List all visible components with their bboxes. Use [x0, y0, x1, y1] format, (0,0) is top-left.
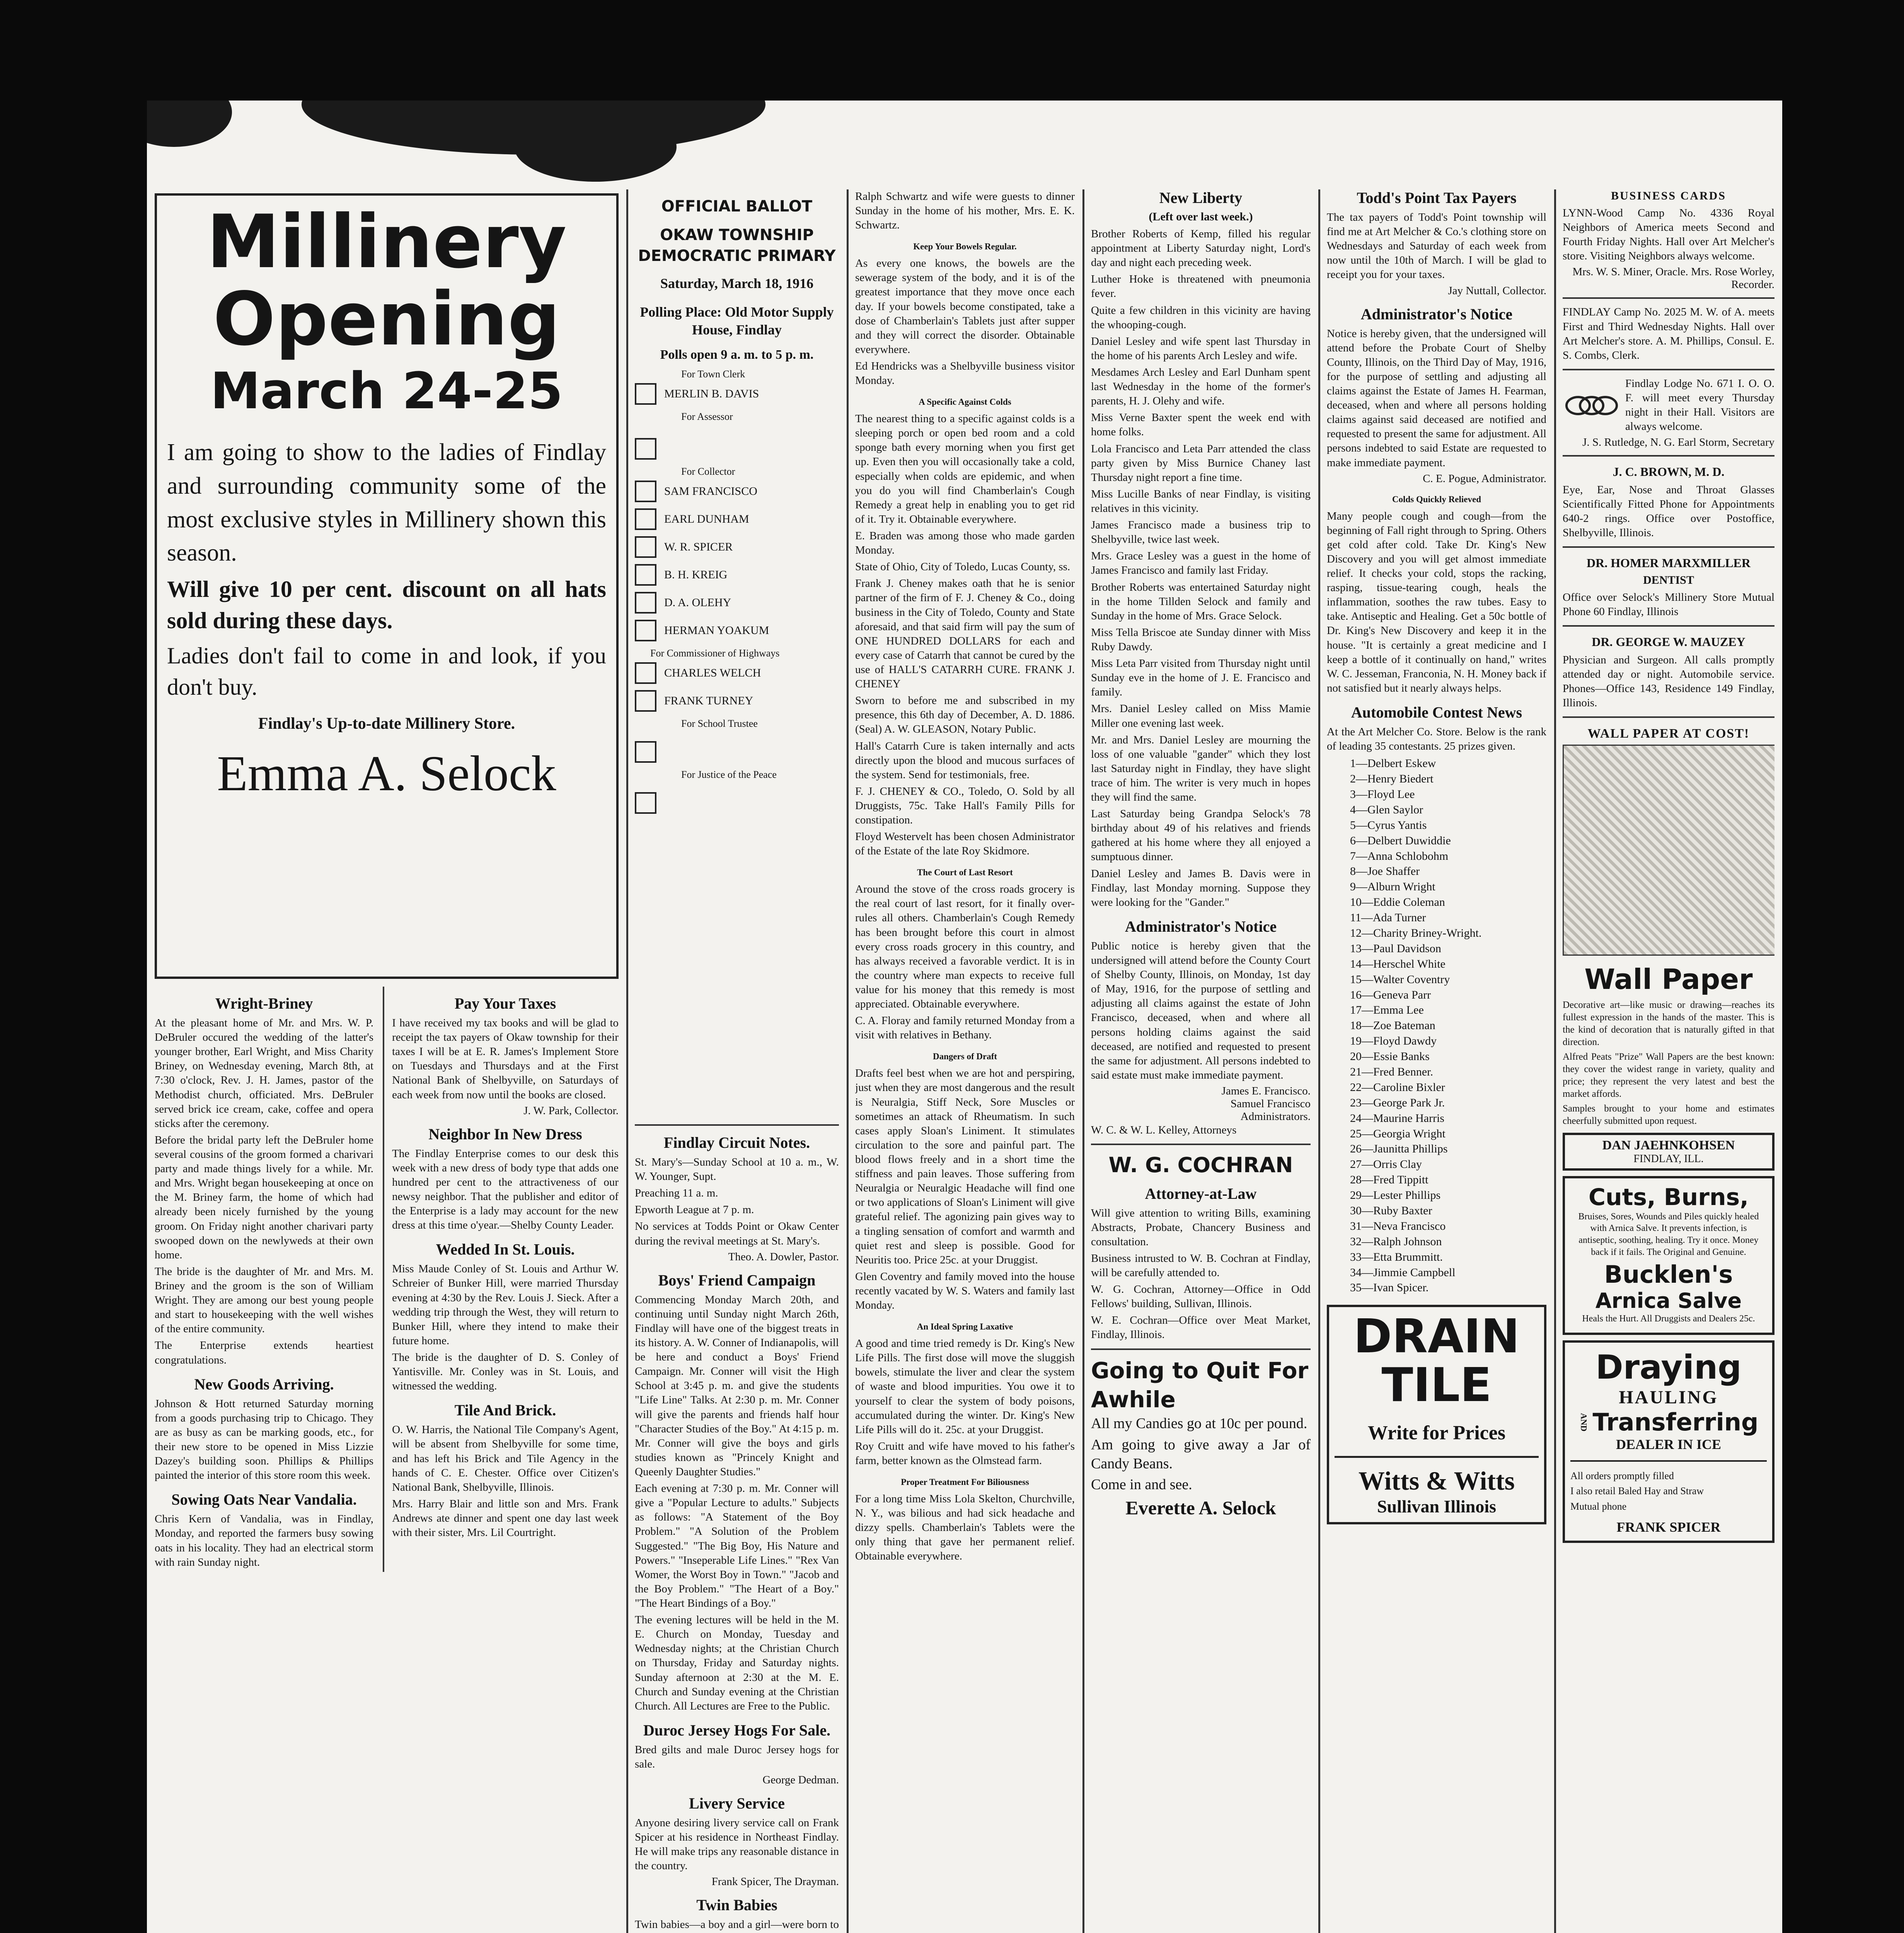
- contestant-entry: 2—Henry Biedert: [1350, 772, 1434, 786]
- ballot-checkbox[interactable]: [635, 741, 656, 763]
- transfer-row: [1570, 1408, 1767, 1436]
- contestant-entry: 14—Herschel White: [1350, 957, 1445, 970]
- drain-tile-ad: [1327, 1305, 1546, 1524]
- and-word: AND: [1579, 1413, 1589, 1432]
- write-for-prices: Write for Prices: [1367, 1422, 1506, 1444]
- column-6: [1327, 189, 1546, 1933]
- lodge-card: [1563, 377, 1774, 436]
- text-columns-1-2: [155, 987, 619, 1572]
- cruitt-item: Roy Cruitt and wife have moved to his father's farm, better known as the Olmstead farm.: [855, 1440, 1075, 1467]
- liberty-para: Mr. and Mrs. Daniel Lesley are mourning the loss of one valuable "gander" which they lost last Saturday night in Findlay, they have slight trace of him. The writer is very much in hopes they will find the same.: [1091, 733, 1311, 804]
- liberty-para: Miss Tella Briscoe ate Sunday dinner with Miss Ruby Dawdy.: [1091, 626, 1311, 653]
- column-2: [383, 987, 619, 1572]
- millinery-discount: Will give 10 per cent. discount on all hats sold during these days.: [167, 576, 606, 634]
- bowels-p: As every one knows, the bowels are the sewerage system of the body, and it is of the greatest importance that they move once each day. If your bowels become constipated, take a dose of Chamberlain's Tablets just after supper and they will correct the disorder. Obtainable everywhere.: [855, 257, 1075, 356]
- ohio-p3: Sworn to before me and subscribed in my presence, this 6th day of December, A. D. 1886. (Seal) A. W. GLEASON, Notary Public.: [855, 694, 1075, 736]
- cuts-head: Cuts, Burns,: [1588, 1183, 1749, 1211]
- wallpaper-p2: Alfred Peats "Prize" Wall Papers are the best known: they cover the widest range in variety, quality and price; they represent the very latest and best the market affords.: [1563, 1051, 1774, 1099]
- dealer-name: DAN JAEHNKOHSEN: [1602, 1138, 1735, 1152]
- office-assessor: For Assessor: [681, 411, 733, 423]
- ballot-checkbox[interactable]: [635, 481, 656, 502]
- column-rule: [847, 189, 849, 1933]
- liberty-para: Miss Lucille Banks of near Findlay, is visiting relatives in this vicinity.: [1091, 488, 1311, 515]
- taxes-head: Pay Your Taxes: [454, 995, 556, 1012]
- orders-p: All orders promptly filled: [1570, 1470, 1674, 1482]
- liberty-para: Daniel Lesley and wife spent last Thursday in the home of his parents Arch Lesley and wife.: [1091, 335, 1311, 362]
- ballot-checkbox[interactable]: [635, 536, 656, 558]
- ballot-date: Saturday, March 18, 1916: [660, 276, 814, 291]
- admin-sig2: Samuel Francisco: [1231, 1098, 1311, 1110]
- quit-head: Going to Quit For Awhile: [1091, 1357, 1309, 1413]
- draying-ad: [1563, 1340, 1774, 1543]
- duroc-head: Duroc Jersey Hogs For Sale.: [643, 1721, 830, 1739]
- quit-p3: Come in and see.: [1091, 1476, 1192, 1493]
- court-p: Around the stove of the cross roads grocery is the real court of last resort, for it finally over-rules all others. Chamberlain's Cough Remedy has been brought before this court in almost every cross roads grocery in this country, and has always received a favorable verdict. It is in the country where man expects to receive full value for his money that this remedy is most appreciated. Obtainable everywhere.: [855, 883, 1075, 1011]
- candidate: B. H. KREIG: [664, 568, 728, 581]
- circuit-p3: Epworth League at 7 p. m.: [635, 1203, 754, 1216]
- sowing-head: Sowing Oats Near Vandalia.: [171, 1491, 357, 1509]
- tile-head: Tile And Brick.: [454, 1401, 556, 1419]
- millinery-ad: [155, 193, 619, 979]
- livery-p: Anyone desiring livery service call on Frank Spicer at his residence in Northeast Findlay. He will make trips any reasonable distance in the country.: [635, 1817, 839, 1872]
- boys-p1: Commencing Monday March 20th, and continuing until Sunday night March 26th, Findlay will have one of the biggest treats in its history. A. W. Conner of Indianapolis, will be here and conduct a Boys' Friend Campaign. Mr. Conner will visit the High School at 3:45 p. m. and give the students "Life Line" Talks. At 2:30 p. m. Mr. Conner will give the parents and friends half hour "Character Studies of the Boy." At 4:15 p. m. Mr. Conner will give the boys and girls studies known as "Princely Knight and Queenly Daughter Studies.": [635, 1293, 839, 1478]
- ice-word: DEALER IN ICE: [1616, 1437, 1722, 1452]
- three-links-emblem-icon: [1563, 377, 1621, 435]
- column-rule: [626, 189, 628, 1933]
- livery-head: Livery Service: [689, 1795, 785, 1812]
- circuit-p1: St. Mary's—Sunday School at 10 a. m., W. W. Younger, Supt.: [635, 1156, 839, 1183]
- office-trustee: For School Trustee: [681, 718, 758, 730]
- wedded-p1: Miss Maude Conley of St. Louis and Arthur W. Schreier of Bunker Hill, were married Thursday evening at 4:30 by the Rev. Louis J. Sieck. After a wedding trip through the West, they will return to Bunker Hill, where they intend to make their future home.: [392, 1263, 619, 1347]
- contestant-entry: 6—Delbert Duwiddie: [1350, 834, 1451, 847]
- wallpaper-head: Wall Paper: [1584, 963, 1753, 996]
- drain-firm: Witts & Witts: [1335, 1456, 1539, 1496]
- duroc-sig: George Dedman.: [762, 1774, 839, 1786]
- damaged-spot: [514, 112, 677, 182]
- divider: [1091, 1348, 1311, 1350]
- liberty-para: James Francisco made a business trip to Shelbyville, twice last week.: [1091, 519, 1311, 546]
- contestant-entry: 11—Ada Turner: [1350, 911, 1426, 924]
- taxes-p: I have received my tax books and will be glad to receipt the tax payers of Okaw township for their taxes I will be at E. R. James's Implement Store on Tuesdays and Thursdays and at the First National Bank of Shelbyville, on Saturdays of each week from now until the books are closed.: [392, 1017, 619, 1101]
- contestant-entry: 35—Ivan Spicer.: [1350, 1281, 1429, 1294]
- ballot-title: OFFICIAL BALLOT: [661, 198, 813, 215]
- circuit-head: Findlay Circuit Notes.: [663, 1134, 810, 1151]
- drain-word: DRAIN: [1353, 1310, 1520, 1364]
- wedded-p2: The bride is the daughter of D. S. Conley of Yantisville. Mr. Conley was in St. Louis, and witnessed the wedding.: [392, 1351, 619, 1393]
- colds-p: The nearest thing to a specific against colds is a sleeping porch or open bed room and a cold sponge bath every morning when you first get up. Even then you will occasionally take a cold, especially when colds are epidemic, and when you do you will find Chamberlain's Cough Remedy a great help in enabling you to get rid of it. Try it. Obtainable everywhere.: [855, 413, 1075, 525]
- dealer-town: FINDLAY, ILL.: [1633, 1152, 1704, 1165]
- duroc-p: Bred gilts and male Duroc Jersey hogs for sale.: [635, 1743, 839, 1770]
- drain-town: Sullivan Illinois: [1377, 1497, 1497, 1517]
- divider: [1091, 1144, 1311, 1145]
- tile-p1: O. W. Harris, the National Tile Company's Agent, will be absent from Shelbyville for some time, and has left his Brick and Tile Agency in the hands of C. E. Chester. Office over Citizen's National Bank, Shelbyville, Illinois.: [392, 1423, 619, 1493]
- interior-illustration: [1563, 745, 1774, 956]
- neighbor-head: Neighbor In New Dress: [428, 1125, 582, 1143]
- millinery-title: Millinery: [206, 199, 567, 285]
- contestant-entry: 20—Essie Banks: [1350, 1050, 1430, 1063]
- candidate: EARL DUNHAM: [664, 513, 749, 526]
- admin-p: Public notice is hereby given that the undersigned will attend before the County Court of Shelby County, Illinois, on Monday, 1st day of May, 1916, for the purpose of settling and adjusting all claims against the estate of John Francisco, deceased, when and where all persons holding claims against the said deceased, are notified and requested to present the same for adjustment. All persons indebted to said estate must make immediate payment.: [1091, 939, 1311, 1081]
- boys-p3: The evening lectures will be held in the M. E. Church on Monday, Tuesday and Wednesday nights; at the Christian Church on Thursday, Friday and Saturday nights. Sunday afternoon at 2:30 at the M. E. Church and Sunday evening at the Christian Church. All Lectures are Free to the Public.: [635, 1614, 839, 1712]
- livery-sig: Frank Spicer, The Drayman.: [711, 1875, 839, 1888]
- ballot-polls: Polls open 9 a. m. to 5 p. m.: [660, 347, 814, 362]
- ohio-p4: Hall's Catarrh Cure is taken internally and acts directly upon the blood and mucous surfaces of the system. Send for testimonials, free.: [855, 740, 1075, 781]
- candidate: W. R. SPICER: [664, 540, 733, 554]
- column-3: [635, 189, 839, 1933]
- quit-p2: Am going to give away a Jar of Candy Beans.: [1091, 1436, 1311, 1472]
- admin-sig3: Administrators.: [1240, 1110, 1311, 1123]
- brown-p: Eye, Ear, Nose and Throat Glasses Scientifically Fitted Phone for Appointments 640-2 rings. Office over Postoffice, Shelbyville, Illinois.: [1563, 483, 1774, 539]
- liberty-para: Mesdames Arch Lesley and Earl Dunham spent last Wednesday in the home of the former's parents, H. J. Olehy and wife.: [1091, 366, 1311, 407]
- ballot-checkbox[interactable]: [635, 383, 656, 405]
- wright-briney-p4: The Enterprise extends heartiest congratulations.: [155, 1339, 374, 1366]
- candidate: MERLIN B. DAVIS: [664, 387, 759, 401]
- contestant-entry: 15—Walter Coventry: [1350, 973, 1450, 986]
- contestant-entry: 4—Glen Saylor: [1350, 803, 1423, 816]
- lynn-card: LYNN-Wood Camp No. 4336 Royal Neighbors of America meets Second and Fourth Friday Nights. Hall over Art Melcher's store. Visiting Neighbors always welcome.: [1563, 207, 1774, 263]
- bucklen-1: Bucklen's: [1604, 1260, 1733, 1289]
- divider: [1563, 625, 1774, 627]
- contestant-entry: 22—Caroline Bixler: [1350, 1081, 1445, 1094]
- cochran-title: Attorney-at-Law: [1145, 1185, 1257, 1202]
- wright-briney-head: Wright-Briney: [215, 995, 313, 1012]
- lodge-sig: J. S. Rutledge, N. G. Earl Storm, Secretary: [1582, 436, 1774, 449]
- divider: [1563, 546, 1774, 548]
- candidate: SAM FRANCISCO: [664, 485, 757, 498]
- contestant-entry: 3—Floyd Lee: [1350, 788, 1415, 801]
- twin-p: Twin babies—a boy and a girl—were born to: [635, 1918, 839, 1931]
- mauzey-p: Physician and Surgeon. All calls promptly attended day or night. Automobile service. Phones—Office 143, Residence 149 Findlay, Illinois.: [1563, 653, 1774, 709]
- ballot-checkbox[interactable]: [635, 620, 656, 641]
- lynn-sig: Mrs. W. S. Miner, Oracle. Mrs. Rose Worley, Recorder.: [1572, 266, 1774, 291]
- laxative-p: A good and time tried remedy is Dr. King's New Life Pills. The first dose will move the sluggish bowels, stimulate the liver and clear the system of waste and blood impurities. You owe it to yourself to clear the system of body poisons, accumulated during the winter. Dr. King's New Life Pills will do it. 25c. at your Druggist.: [855, 1337, 1075, 1436]
- cards-head: BUSINESS CARDS: [1611, 189, 1726, 202]
- opening-title: Opening: [213, 276, 561, 362]
- colds-head: A Specific Against Colds: [919, 397, 1011, 407]
- admin-sig1: James E. Francisco.: [1221, 1085, 1311, 1098]
- ohio-p2: Frank J. Cheney makes oath that he is senior partner of the firm of F. J. Cheney & Co., doing business in the City of Toledo, County and State aforesaid, and that said firm will pay the sum of ONE HUNDRED DOLLARS for each and every case of Catarrh that cannot be cured by the use of HALL'S CATARRH CURE. FRANK J. CHENEY: [855, 577, 1075, 690]
- hay-p: I also retail Baled Hay and Straw: [1570, 1485, 1704, 1497]
- office-justice: For Justice of the Peace: [681, 769, 777, 781]
- contestant-entry: 5—Cyrus Yantis: [1350, 818, 1427, 832]
- contestant-entry: 28—Fred Tippitt: [1350, 1173, 1428, 1186]
- boys-head: Boys' Friend Campaign: [658, 1271, 816, 1289]
- bucklen-p: Heals the Hurt. All Druggists and Dealers 25c.: [1582, 1314, 1755, 1324]
- admin-head: Administrator's Notice: [1125, 917, 1277, 935]
- ballot-checkbox[interactable]: [635, 690, 656, 712]
- ballot: [635, 198, 839, 1118]
- wright-briney-p1: At the pleasant home of Mr. and Mrs. W. P. DeBruler occured the wedding of the latter's younger brother, Earl Wright, and Miss Charity Briney, on Wednesday evening, March 8th, at 7:30 o'clock, Rev. J. H. James, pastor of the Methodist church, officiated. Mrs. DeBruler served brick ice cream, cake, coffee and opera sticks after the ceremony.: [155, 1017, 374, 1130]
- liberty-head: New Liberty: [1159, 189, 1243, 206]
- liberty-para: Mrs. Grace Lesley was a guest in the home of James Francisco and family last Friday.: [1091, 550, 1311, 577]
- taxes-sig: J. W. Park, Collector.: [523, 1104, 619, 1117]
- quit-sig: Everette A. Selock: [1125, 1497, 1276, 1519]
- contestant-entry: 30—Ruby Baxter: [1350, 1204, 1432, 1217]
- column-5: [1091, 189, 1311, 1933]
- millinery-invite: Ladies don't fail to come in and look, if you don't buy.: [167, 643, 606, 700]
- contestant-entry: 12—Charity Briney-Wright.: [1350, 926, 1482, 939]
- contestant-entry: 13—Paul Davidson: [1350, 942, 1441, 955]
- column-4: [855, 189, 1075, 1933]
- new-goods-head: New Goods Arriving.: [194, 1375, 334, 1393]
- liberty-para: Brother Roberts was entertained Saturday night in the home Tillden Selock and family and Sunday in the home of Mrs. Grace Selock.: [1091, 581, 1311, 622]
- contestant-entry: 34—Jimmie Campbell: [1350, 1266, 1456, 1279]
- column-7: [1563, 189, 1774, 1933]
- wedded-head: Wedded In St. Louis.: [436, 1241, 575, 1258]
- millinery-body: I am going to show to the ladies of Findlay and surrounding community some of the most exclusive styles in Millinery shown this season.: [167, 439, 606, 566]
- divider: [1563, 716, 1774, 718]
- liberty-para: Lola Francisco and Leta Parr attended the class party given by Miss Burnice Chaney last Thursday night report a fine time.: [1091, 442, 1311, 484]
- column-rule: [1318, 189, 1320, 1933]
- braden-item: E. Braden was among those who made garden Monday.: [855, 529, 1075, 557]
- circuit-sig: Theo. A. Dowler, Pastor.: [728, 1250, 839, 1263]
- ballot-place: Polling Place: Old Motor Supply House, Findlay: [640, 304, 834, 338]
- findlay-camp-card: FINDLAY Camp No. 2025 M. W. of A. meets First and Third Wednesday Nights. Hall over Art Melcher's store. A. M. Phillips, Consul. E. S. Combs, Clerk.: [1563, 306, 1774, 361]
- liberty-para: Brother Roberts of Kemp, filled his regular appointment at Liberty Saturday night, Lord's day and night each preceding week.: [1091, 228, 1311, 269]
- bucklen-2: Arnica Salve: [1595, 1289, 1742, 1313]
- contestant-entry: 32—Ralph Johnson: [1350, 1235, 1442, 1248]
- colds-p: Many people cough and cough—from the beginning of Fall right through to Spring. Others get cold after cold. Take Dr. King's New Discovery and you will get almost immediate relief. It checks your cold, stops the racking, rasping, tissue-tearing cough, heals the inflammation, soothes the raw tubes. Easy to take. Antiseptic and Healing. Get a 50c bottle of Dr. King's New Discovery and keep it in the house. "It is certainly a great medicine and I keep a bottle of it continually on hand," writes W. C. Jesseman, Franconia, N. H. Money back if not satisfied but it nearly always helps.: [1327, 510, 1546, 694]
- candidate: CHARLES WELCH: [664, 666, 761, 680]
- bowels-head: Keep Your Bowels Regular.: [913, 242, 1017, 252]
- ohio-p5: F. J. CHENEY & CO., Toledo, O. Sold by all Druggists, 75c. Take Hall's Family Pills for constipation.: [855, 785, 1075, 827]
- millinery-dates: March 24-25: [210, 361, 563, 420]
- neighbor-p: The Findlay Enterprise comes to our desk this week with a new dress of body type that adds one hundred per cent to the attractiveness of our newsy neighbor. That the publisher and editor of the Enterprise is a lady may account for the new dress at this time o'year.—Shelby County Leader.: [392, 1147, 619, 1232]
- contestant-entry: 33—Etta Brummitt.: [1350, 1250, 1443, 1263]
- lodge-p: Findlay Lodge No. 671 I. O. O. F. will meet every Thursday night in their Hall. Visitors are always welcome.: [1625, 377, 1774, 433]
- hendricks-item: Ed Hendricks was a Shelbyville business visitor Monday.: [855, 360, 1075, 387]
- contestant-entry: 31—Neva Francisco: [1350, 1219, 1446, 1232]
- draft-p: Drafts feel best when we are hot and perspiring, just when they are most dangerous and the result is Neuralgia, Stiff Neck, Sore Muscles or sometimes an attack of Rheumatism. In such cases apply Sloan's Liniment. It stimulates circulation to the sore and painful part. The blood flows freely and in a short time the stiffness and pain leaves. Those suffering from Neuralgia or Neuralgic Headache will find one or two applications of Sloan's Liniment will give grateful relief. The agonizing pain gives way to a tingling sensation of comfort and warmth and quiet rest and sleep is possible. Good for Neuritis too. Price 25c. at your Druggist.: [855, 1067, 1075, 1266]
- draying-word: Draying: [1595, 1348, 1742, 1387]
- candidate: HERMAN YOAKUM: [664, 624, 769, 637]
- contestant-entry: 7—Anna Schlobohm: [1350, 849, 1449, 863]
- admin-sig: C. E. Pogue, Administrator.: [1423, 472, 1546, 485]
- marx-title: DENTIST: [1643, 574, 1694, 587]
- column-1: [155, 987, 373, 1572]
- sowing-p: Chris Kern of Vandalia, was in Findlay, Monday, and reported the farmers busy sowing oats in his locality. They had an electrical storm with rain Sunday night.: [155, 1513, 374, 1568]
- new-goods-p: Johnson & Hott returned Saturday morning from a goods purchasing trip to Chicago. They are as busy as can be marking goods, etc., for their new store to be opened in Miss Lizzie Dazey's building soon. Phillips & Phillips painted the interior of this store room this week.: [155, 1397, 374, 1482]
- office-collector: For Collector: [681, 466, 735, 477]
- transferring-word: Transferring: [1592, 1408, 1759, 1437]
- colds-head: Colds Quickly Relieved: [1392, 494, 1481, 504]
- cochran-p4: W. E. Cochran—Office over Meat Market, Findlay, Illinois.: [1091, 1314, 1311, 1341]
- ballot-checkbox[interactable]: [635, 508, 656, 530]
- liberty-para: Quite a few children in this vicinity are having the whooping-cough.: [1091, 304, 1311, 331]
- newspaper-page: [147, 101, 1782, 1933]
- contestant-list: [1327, 756, 1546, 1295]
- todd-head: Todd's Point Tax Payers: [1357, 189, 1517, 206]
- divider: [635, 1124, 839, 1126]
- wright-briney-p2: Before the bridal party left the DeBruler home several cousins of the groom formed a charivari party and made things lively for a while. Mr. and Mrs. Wright began housekeeping at once on the M. Briney farm, the home of which had already been nicely furnished by the young groom. On Friday night another charivari party swooped down on the newlyweds at their own home.: [155, 1134, 374, 1261]
- liberty-para: Miss Leta Parr visited from Thursday night until Sunday eve in the home of J. E. Francisco and family.: [1091, 657, 1311, 699]
- ohio-p1: State of Ohio, City of Toledo, Lucas County, ss.: [855, 561, 1070, 573]
- hauling-word: HAULING: [1619, 1387, 1718, 1408]
- ballot-primary: DEMOCRATIC PRIMARY: [638, 247, 836, 265]
- left-columns: [155, 189, 619, 1933]
- circuit-p2: Preaching 11 a. m.: [635, 1187, 718, 1200]
- marx-p: Office over Selock's Millinery Store Mutual Phone 60 Findlay, Illinois: [1563, 591, 1774, 618]
- contestant-entry: 1—Delbert Eskew: [1350, 757, 1436, 770]
- ballot-checkbox[interactable]: [635, 438, 656, 460]
- divider: [1563, 369, 1774, 370]
- contestant-entry: 18—Zoe Bateman: [1350, 1019, 1435, 1032]
- quit-p1: All my Candies go at 10c per pound.: [1091, 1415, 1307, 1432]
- contestant-entry: 19—Floyd Dawdy: [1350, 1035, 1437, 1048]
- contestant-entry: 21—Fred Benner.: [1350, 1065, 1433, 1078]
- auto-intro: At the Art Melcher Co. Store. Below is the rank of leading 35 contestants. 25 prizes given.: [1327, 725, 1546, 753]
- contestant-entry: 17—Emma Lee: [1350, 1004, 1424, 1017]
- millinery-store: Findlay's Up-to-date Millinery Store.: [258, 715, 515, 733]
- liberty-para: Mrs. Daniel Lesley called on Miss Mamie Miller one evening last week.: [1091, 702, 1311, 730]
- contestant-entry: 29—Lester Phillips: [1350, 1189, 1441, 1202]
- contestant-entry: 27—Orris Clay: [1350, 1158, 1422, 1171]
- cuts-p: Bruises, Sores, Wounds and Piles quickly healed with Arnica Salve. It prevents infection, is antiseptic, soothing, healing. Try it once. Money back if it fails. The Original and Genuine.: [1578, 1211, 1759, 1257]
- contestant-entry: 26—Jaunitta Phillips: [1350, 1142, 1448, 1156]
- contestant-entry: 8—Joe Shaffer: [1350, 865, 1420, 878]
- todd-sig: Jay Nuttall, Collector.: [1448, 284, 1546, 297]
- tile-word: TILE: [1381, 1359, 1492, 1413]
- contestant-entry: 25—Georgia Wright: [1350, 1127, 1445, 1140]
- draft-head: Dangers of Draft: [932, 1052, 997, 1062]
- wallpaper-p: Decorative art—like music or drawing—reaches its fullest expression in the hands of the master. This is the kind of decoration that is naturally gifted in that direction.: [1563, 999, 1774, 1047]
- court-head: The Court of Last Resort: [917, 868, 1013, 878]
- laxative-head: An Ideal Spring Laxative: [917, 1322, 1013, 1332]
- millinery-proprietor: Emma A. Selock: [217, 746, 556, 802]
- ballot-checkbox[interactable]: [635, 662, 656, 684]
- schwartz-item: Ralph Schwartz and wife were guests to dinner Sunday in the home of his mother, Mrs. E. K. Schwartz.: [855, 190, 1075, 232]
- tile-p2: Mrs. Harry Blair and little son and Mrs. Frank Andrews ate dinner and spent one day last week with their sister, Mrs. Lil Courtright.: [392, 1497, 619, 1539]
- bilious-head: Proper Treatment For Biliousness: [901, 1477, 1029, 1487]
- contestant-entry: 23—George Park Jr.: [1350, 1096, 1445, 1109]
- admin-attorneys: W. C. & W. L. Kelley, Attorneys: [1091, 1124, 1237, 1137]
- ballot-township: OKAW TOWNSHIP: [660, 226, 814, 244]
- contestant-entry: 16—Geneva Parr: [1350, 988, 1431, 1001]
- admin-p: Notice is hereby given, that the undersigned will attend before the Probate Court of Shelby County, Illinois, on the Third Day of May, 1916, for the purpose of settling and adjusting all claims against the Estate of James H. Fearman, deceased, when and where all persons holding claims against said deceased are notified and requested to present the same for adjustment. All persons indebted to said Estate are requested to make immediate payment.: [1327, 327, 1546, 469]
- cochran-p2: Business intrusted to W. B. Cochran at Findlay, will be carefully attended to.: [1091, 1252, 1311, 1279]
- wallpaper-p3: Samples brought to your home and estimates cheerfully submitted upon request.: [1563, 1103, 1774, 1126]
- contestant-entry: 10—Eddie Coleman: [1350, 896, 1445, 909]
- mauzey-name: DR. GEORGE W. MAUZEY: [1592, 635, 1745, 649]
- office-clerk: For Town Clerk: [681, 368, 745, 380]
- liberty-para: Luther Hoke is threatened with pneumonia fever.: [1091, 273, 1311, 300]
- contestant-entry: 24—Maurine Harris: [1350, 1111, 1445, 1125]
- liberty-sub: (Left over last week.): [1149, 210, 1253, 223]
- liberty-para: Last Saturday being Grandpa Selock's 78 birthday about 49 of his relatives and friends gathered at his home where they all enjoyed a sumptuous dinner.: [1091, 808, 1311, 863]
- wallpaper-banner: WALL PAPER AT COST!: [1587, 726, 1750, 741]
- dealer-box: [1563, 1133, 1774, 1171]
- circuit-p4: No services at Todds Point or Okaw Center during the revival meetings at St. Mary's.: [635, 1220, 839, 1247]
- cochran-p3: W. G. Cochran, Attorney—Office in Odd Fellows' building, Sullivan, Illinois.: [1091, 1283, 1311, 1310]
- todd-p: The tax payers of Todd's Point township will find me at Art Melcher & Co.'s clothing store on Wednesdays and Saturday of each week from now until the 10th of March. I will be glad to receipt you for your taxes.: [1327, 211, 1546, 281]
- floray-item: C. A. Floray and family returned Monday from a visit with relatives in Bethany.: [855, 1014, 1075, 1042]
- bilious-p: For a long time Miss Lola Skelton, Churchville, N. Y., was bilious and had sick headache and dizzy spells. Chamberlain's Tablets were the only thing that gave her permanent relief. Obtainable everywhere.: [855, 1492, 1075, 1563]
- ballot-checkbox[interactable]: [635, 792, 656, 814]
- ballot-checkbox[interactable]: [635, 564, 656, 586]
- candidate: FRANK TURNEY: [664, 694, 753, 707]
- divider: [1563, 455, 1774, 457]
- coventry-item: Glen Coventry and family moved into the house recently vacated by W. S. Waters and family last Monday.: [855, 1270, 1075, 1312]
- westervelt-item: Floyd Westervelt has been chosen Administrator of the Estate of the late Roy Skidmore.: [855, 830, 1075, 857]
- liberty-para: Daniel Lesley and James B. Davis were in Findlay, last Monday morning. Suppose they were looking for the "Gander.": [1091, 867, 1311, 909]
- candidate: D. A. OLEHY: [664, 596, 731, 609]
- cochran-name: W. G. COCHRAN: [1108, 1153, 1293, 1178]
- admin-head: Administrator's Notice: [1360, 305, 1513, 323]
- office-highways: For Commissioner of Highways: [650, 648, 780, 659]
- ballot-checkbox[interactable]: [635, 592, 656, 614]
- liberty-para: Miss Verne Baxter spent the week end with home folks.: [1091, 411, 1311, 438]
- spicer-name: FRANK SPICER: [1616, 1519, 1721, 1535]
- divider: [1563, 297, 1774, 299]
- column-rule: [1554, 189, 1556, 1933]
- wright-briney-p3: The bride is the daughter of Mr. and Mrs. M. Briney and the groom is the son of William Wright. They are among our best young people and start to housekeeping with the well wishes of the entire community.: [155, 1265, 374, 1335]
- column-rule: [1082, 189, 1084, 1933]
- brown-name: J. C. BROWN, M. D.: [1613, 465, 1725, 479]
- boys-p2: Each evening at 7:30 p. m. Mr. Conner will give a "Popular Lecture to adults." Subjects as follows: "A Statement of the Boy Problem." "A Solution of the Problem Suggested." "The Big Boy, His Nature and Powers." "Inseperable Life Lines." "Rex Van Womer, the Worst Boy in Town." "Jacob and the Boy Problem." "The Heart of a Boy." "The Heart Bindings of a Boy.": [635, 1482, 839, 1609]
- marx-name: DR. HOMER MARXMILLER: [1587, 556, 1751, 570]
- phone-p: Mutual phone: [1570, 1500, 1627, 1512]
- auto-head: Automobile Contest News: [1351, 703, 1522, 721]
- cochran-p1: Will give attention to writing Bills, examining Abstracts, Probate, Chancery Business and consultation.: [1091, 1207, 1311, 1248]
- contestant-entry: 9—Alburn Wright: [1350, 880, 1435, 893]
- damaged-corner-left: [147, 101, 232, 147]
- arnica-ad: [1563, 1176, 1774, 1335]
- twin-head: Twin Babies: [696, 1896, 777, 1914]
